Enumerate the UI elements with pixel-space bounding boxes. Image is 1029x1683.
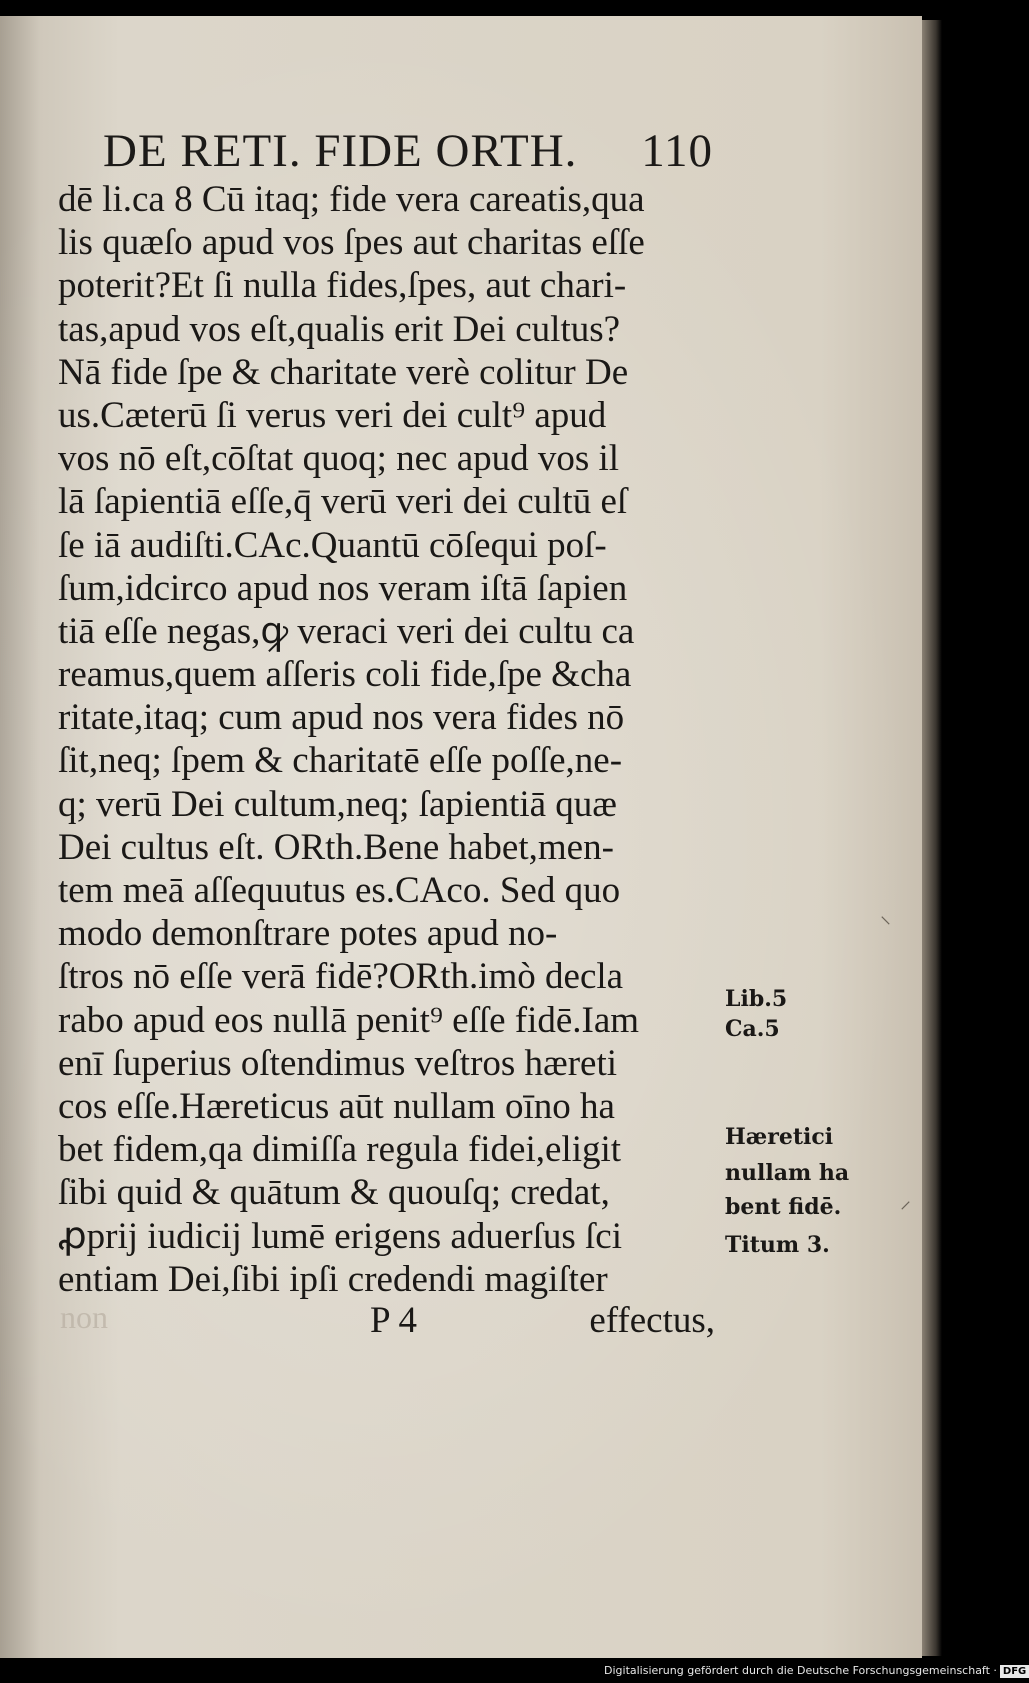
text-line: cos eſſe.Hæreticus aūt nullam oīno ha xyxy=(58,1085,615,1127)
margin-note-lib: Lib.5 xyxy=(725,986,788,1012)
catchline xyxy=(370,1299,715,1349)
credit-text: Digitalisierung gefördert durch die Deutsche Forschungsgemeinschaft · xyxy=(604,1664,997,1677)
text-line: Nā fide ſpe & charitate verè colitur De xyxy=(58,351,629,393)
margin-note-ca: Ca.5 xyxy=(725,1016,780,1042)
text-line: tem meā aſſequutus es.CAco. Sed quo xyxy=(58,870,621,911)
text-line: ſum,idcirco apud nos veram iſtā ſapien xyxy=(58,567,628,609)
text-line: ꝓprij iudicij lumē erigens aduerſus ſci xyxy=(58,1215,622,1257)
text-line: poterit?Et ſi nulla fides,ſpes, aut chari- xyxy=(58,265,627,307)
text-line: entiam Dei,ſibi ipſi credendi magiſter xyxy=(58,1258,608,1300)
text-line: dē li.ca 8 Cū itaq; fide vera careatis,qua xyxy=(58,179,645,220)
ink-mark-icon: ⸍ xyxy=(900,1197,912,1222)
text-line: modo demonſtrare potes apud no- xyxy=(58,913,558,955)
catchword: effectus, xyxy=(589,1300,715,1341)
text-line: tiā eſſe negas,ꝙ veraci veri dei cultu ca xyxy=(58,610,635,652)
text-line: bet fidem,qa dimiſſa regula fidei,eligit xyxy=(58,1129,622,1171)
body-text xyxy=(58,178,728,1301)
margin-note-nullam: nullam ha xyxy=(725,1160,850,1186)
page-header xyxy=(103,124,713,180)
text-line: enī ſuperius oſtendimus veſtros hæreti xyxy=(58,1042,618,1084)
text-line: ſe iā audiſti.CAc.Quantū cōſequi poſ- xyxy=(58,524,607,566)
text-line: us.Cæterū ſi verus veri dei cult⁹ apud xyxy=(58,394,607,436)
bleed-through-text: non xyxy=(60,1299,108,1335)
signature-mark: P 4 xyxy=(370,1300,417,1341)
text-line: vos nō eſt,cōſtat quoq; nec apud vos il xyxy=(58,438,620,480)
text-line: q; verū Dei cultum,neq; ſapientiā quæ xyxy=(58,783,617,825)
margin-note-heretici: Hæretici xyxy=(725,1124,834,1150)
text-line: Dei cultus eſt. ORth.Bene habet,men- xyxy=(58,826,614,868)
dfg-logo-icon: DFG xyxy=(1000,1665,1029,1678)
margin-note-bent: bent fidē. xyxy=(725,1194,842,1220)
running-title: DE RETI. FIDE ORTH. xyxy=(103,125,578,177)
text-line: ſibi quid & quātum & quouſq; credat, xyxy=(58,1172,610,1214)
text-line: rabo apud eos nullā penit⁹ eſſe fidē.Iam xyxy=(58,999,640,1041)
ink-mark-icon: ⸌ xyxy=(880,912,892,937)
folio-number: 110 xyxy=(641,125,713,177)
text-line: lis quæſo apud vos ſpes aut charitas eſſe xyxy=(58,222,645,264)
page-edge-shadow xyxy=(922,20,942,1656)
digitization-credit xyxy=(604,1664,1027,1682)
text-line: ſtros nō eſſe verā fidē?ORth.imò decla xyxy=(58,956,624,998)
text-line: lā ſapientiā eſſe,q̄ verū veri dei cultū eſ xyxy=(58,481,628,523)
book-page xyxy=(0,16,922,1658)
text-line: ritate,itaq; cum apud nos vera fides nō xyxy=(58,697,625,739)
text-line: ſit,neq; ſpem & charitatē eſſe poſſe,ne- xyxy=(58,740,623,782)
text-line: tas,apud vos eſt,qualis erit Dei cultus? xyxy=(58,308,621,350)
text-line: reamus,quem aſſeris coli fide,ſpe &cha xyxy=(58,654,632,696)
margin-note-titum: Titum 3. xyxy=(725,1232,830,1258)
